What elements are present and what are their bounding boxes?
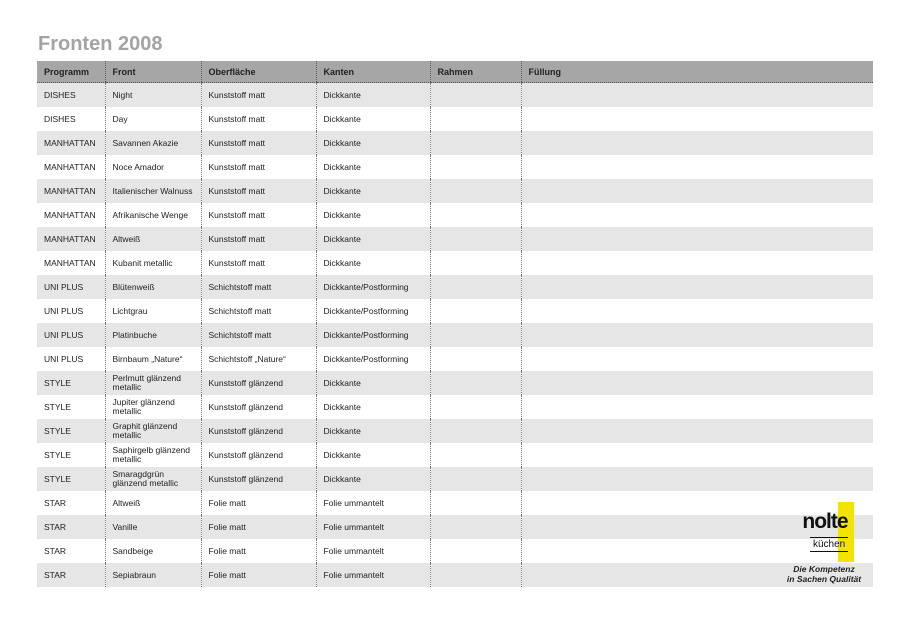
cell-front: Smaragdgrün glänzend metallic <box>105 467 201 491</box>
cell-programm: MANHATTAN <box>37 179 105 203</box>
logo-tagline-1: Die Kompetenz <box>793 564 855 574</box>
cell-fuellung <box>521 227 873 251</box>
cell-kanten: Dickkante <box>316 203 430 227</box>
cell-kanten: Dickkante <box>316 155 430 179</box>
cell-fuellung <box>521 251 873 275</box>
cell-rahmen <box>430 299 521 323</box>
cell-programm: DISHES <box>37 107 105 131</box>
cell-programm: STAR <box>37 563 105 587</box>
logo-word: nolte <box>802 510 848 533</box>
cell-oberflaeche: Kunststoff glänzend <box>201 419 316 443</box>
cell-programm: UNI PLUS <box>37 323 105 347</box>
cell-fuellung <box>521 419 873 443</box>
table-row <box>37 131 873 155</box>
table-row <box>37 419 873 443</box>
logo-tagline-2: in Sachen Qualität <box>786 574 862 584</box>
cell-oberflaeche: Schichtstoff „Nature“ <box>201 347 316 371</box>
table-row <box>37 443 873 467</box>
cell-fuellung <box>521 467 873 491</box>
cell-programm: UNI PLUS <box>37 299 105 323</box>
header-fuellung: Füllung <box>521 61 873 83</box>
cell-kanten: Dickkante <box>316 467 430 491</box>
cell-front: Day <box>105 107 201 131</box>
cell-oberflaeche: Folie matt <box>201 563 316 587</box>
cell-rahmen <box>430 203 521 227</box>
cell-front: Sandbeige <box>105 539 201 563</box>
cell-programm: MANHATTAN <box>37 131 105 155</box>
cell-kanten: Dickkante <box>316 251 430 275</box>
cell-front: Altweiß <box>105 491 201 515</box>
cell-front: Perlmutt glänzend metallic <box>105 371 201 395</box>
cell-rahmen <box>430 347 521 371</box>
cell-front: Sepiabraun <box>105 563 201 587</box>
cell-oberflaeche: Kunststoff matt <box>201 251 316 275</box>
cell-fuellung <box>521 275 873 299</box>
cell-kanten: Dickkante <box>316 419 430 443</box>
table-row <box>37 83 873 108</box>
cell-front: Italienischer Walnuss <box>105 179 201 203</box>
cell-front: Altweiß <box>105 227 201 251</box>
cell-programm: DISHES <box>37 83 105 108</box>
table-row <box>37 563 873 587</box>
cell-programm: STYLE <box>37 443 105 467</box>
cell-rahmen <box>430 467 521 491</box>
cell-front: Lichtgrau <box>105 299 201 323</box>
cell-kanten: Dickkante <box>316 371 430 395</box>
nolte-logo <box>779 497 869 587</box>
cell-programm: STYLE <box>37 395 105 419</box>
cell-oberflaeche: Kunststoff glänzend <box>201 443 316 467</box>
table-row <box>37 491 873 515</box>
cell-programm: MANHATTAN <box>37 227 105 251</box>
table-row <box>37 395 873 419</box>
cell-oberflaeche: Kunststoff matt <box>201 203 316 227</box>
cell-kanten: Dickkante/Postforming <box>316 275 430 299</box>
logo-sub: küchen <box>810 537 848 552</box>
cell-rahmen <box>430 227 521 251</box>
cell-kanten: Dickkante <box>316 395 430 419</box>
table-row <box>37 251 873 275</box>
cell-oberflaeche: Kunststoff matt <box>201 155 316 179</box>
fronts-table <box>37 61 873 587</box>
cell-front: Birnbaum „Nature“ <box>105 347 201 371</box>
header-oberflaeche: Oberfläche <box>201 61 316 83</box>
cell-fuellung <box>521 179 873 203</box>
table-row <box>37 323 873 347</box>
cell-programm: MANHATTAN <box>37 155 105 179</box>
cell-rahmen <box>430 491 521 515</box>
cell-programm: STAR <box>37 515 105 539</box>
cell-rahmen <box>430 179 521 203</box>
cell-oberflaeche: Schichtstoff matt <box>201 275 316 299</box>
cell-rahmen <box>430 107 521 131</box>
cell-fuellung <box>521 155 873 179</box>
cell-front: Noce Amador <box>105 155 201 179</box>
cell-front: Jupiter glänzend metallic <box>105 395 201 419</box>
cell-oberflaeche: Kunststoff glänzend <box>201 467 316 491</box>
cell-rahmen <box>430 395 521 419</box>
table-row <box>37 299 873 323</box>
cell-front: Blütenweiß <box>105 275 201 299</box>
cell-oberflaeche: Kunststoff glänzend <box>201 395 316 419</box>
cell-oberflaeche: Folie matt <box>201 515 316 539</box>
table-row <box>37 371 873 395</box>
header-front: Front <box>105 61 201 83</box>
cell-rahmen <box>430 371 521 395</box>
cell-oberflaeche: Kunststoff matt <box>201 227 316 251</box>
table-row <box>37 227 873 251</box>
cell-fuellung <box>521 107 873 131</box>
table-row <box>37 155 873 179</box>
cell-rahmen <box>430 251 521 275</box>
table-row <box>37 347 873 371</box>
cell-rahmen <box>430 515 521 539</box>
cell-kanten: Dickkante <box>316 131 430 155</box>
cell-rahmen <box>430 131 521 155</box>
cell-programm: STAR <box>37 491 105 515</box>
cell-kanten: Dickkante/Postforming <box>316 299 430 323</box>
cell-front: Graphit glänzend metallic <box>105 419 201 443</box>
cell-kanten: Folie ummantelt <box>316 563 430 587</box>
cell-oberflaeche: Kunststoff matt <box>201 179 316 203</box>
cell-front: Afrikanische Wenge <box>105 203 201 227</box>
cell-programm: UNI PLUS <box>37 275 105 299</box>
table-row <box>37 107 873 131</box>
cell-rahmen <box>430 563 521 587</box>
table-row <box>37 203 873 227</box>
cell-fuellung <box>521 347 873 371</box>
header-programm: Programm <box>37 61 105 83</box>
cell-programm: MANHATTAN <box>37 251 105 275</box>
cell-oberflaeche: Kunststoff matt <box>201 83 316 108</box>
cell-rahmen <box>430 443 521 467</box>
cell-programm: UNI PLUS <box>37 347 105 371</box>
cell-oberflaeche: Kunststoff matt <box>201 131 316 155</box>
cell-oberflaeche: Kunststoff glänzend <box>201 371 316 395</box>
cell-kanten: Dickkante <box>316 107 430 131</box>
cell-rahmen <box>430 155 521 179</box>
cell-front: Platinbuche <box>105 323 201 347</box>
cell-rahmen <box>430 323 521 347</box>
table-header-row <box>37 61 873 83</box>
cell-kanten: Dickkante <box>316 83 430 108</box>
cell-programm: MANHATTAN <box>37 203 105 227</box>
cell-fuellung <box>521 371 873 395</box>
cell-front: Saphirgelb glänzend metallic <box>105 443 201 467</box>
cell-rahmen <box>430 275 521 299</box>
page-title: Fronten 2008 <box>38 33 163 55</box>
cell-kanten: Dickkante <box>316 443 430 467</box>
cell-rahmen <box>430 83 521 108</box>
cell-oberflaeche: Folie matt <box>201 491 316 515</box>
cell-fuellung <box>521 203 873 227</box>
cell-front: Night <box>105 83 201 108</box>
cell-kanten: Folie ummantelt <box>316 539 430 563</box>
cell-programm: STAR <box>37 539 105 563</box>
cell-oberflaeche: Schichtstoff matt <box>201 299 316 323</box>
cell-oberflaeche: Folie matt <box>201 539 316 563</box>
cell-programm: STYLE <box>37 467 105 491</box>
cell-fuellung <box>521 443 873 467</box>
cell-rahmen <box>430 539 521 563</box>
cell-front: Kubanit metallic <box>105 251 201 275</box>
table-row <box>37 179 873 203</box>
cell-kanten: Folie ummantelt <box>316 491 430 515</box>
cell-oberflaeche: Schichtstoff matt <box>201 323 316 347</box>
cell-kanten: Dickkante/Postforming <box>316 323 430 347</box>
cell-kanten: Dickkante/Postforming <box>316 347 430 371</box>
cell-kanten: Dickkante <box>316 227 430 251</box>
cell-fuellung <box>521 395 873 419</box>
cell-programm: STYLE <box>37 371 105 395</box>
table-row <box>37 275 873 299</box>
header-kanten: Kanten <box>316 61 430 83</box>
cell-front: Vanille <box>105 515 201 539</box>
table-row <box>37 467 873 491</box>
cell-kanten: Folie ummantelt <box>316 515 430 539</box>
cell-rahmen <box>430 419 521 443</box>
cell-programm: STYLE <box>37 419 105 443</box>
header-rahmen: Rahmen <box>430 61 521 83</box>
cell-fuellung <box>521 323 873 347</box>
table-row <box>37 515 873 539</box>
cell-fuellung <box>521 131 873 155</box>
logo-mark <box>796 502 854 558</box>
cell-kanten: Dickkante <box>316 179 430 203</box>
cell-front: Savannen Akazie <box>105 131 201 155</box>
cell-fuellung <box>521 299 873 323</box>
table-row <box>37 539 873 563</box>
cell-fuellung <box>521 83 873 108</box>
cell-oberflaeche: Kunststoff matt <box>201 107 316 131</box>
